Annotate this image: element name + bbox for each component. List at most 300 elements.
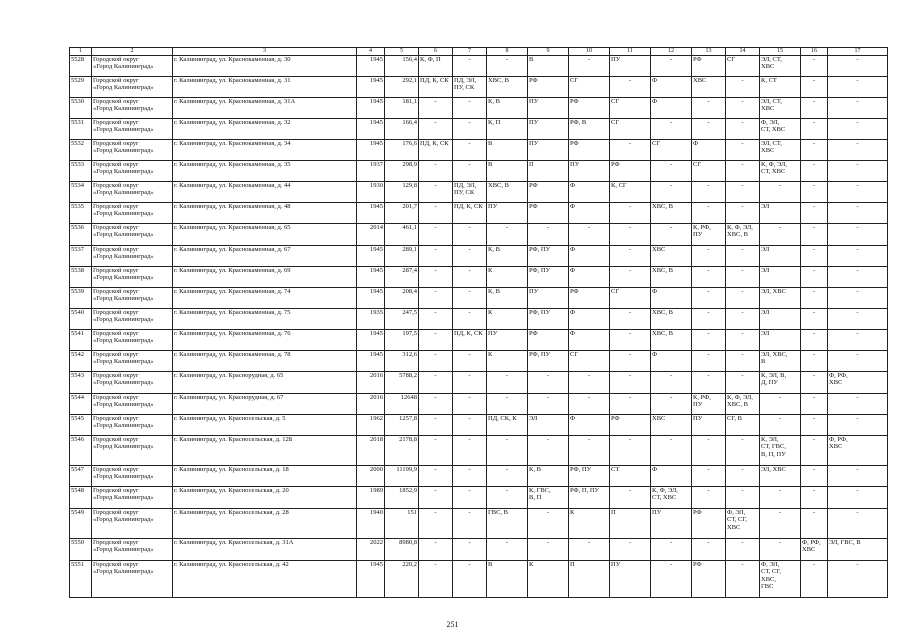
- table-cell: РФ, ПУ: [528, 351, 569, 372]
- table-cell: -: [801, 288, 828, 309]
- table-cell: СГ: [610, 288, 651, 309]
- table-cell: К, В: [487, 246, 528, 267]
- table-cell: -: [828, 561, 888, 598]
- table-cell: П: [569, 561, 610, 598]
- table-cell: -: [453, 224, 487, 246]
- table-cell: -: [487, 466, 528, 487]
- table-cell: Городской округ «Город Калининград»: [92, 224, 173, 246]
- table-row: [70, 224, 888, 246]
- table-cell: г. Калининград, ул. Краснокаменная, д. 74: [173, 288, 357, 309]
- table-cell: г. Калининград, ул. Краснокаменная, д. 31А: [173, 98, 357, 119]
- table-cell: -: [692, 351, 726, 372]
- table-cell: Городской округ «Город Калининград»: [92, 182, 173, 203]
- table-cell: -: [801, 415, 828, 436]
- table-cell: -: [453, 267, 487, 288]
- table-cell: 2014: [357, 224, 385, 246]
- table-cell: -: [760, 224, 801, 246]
- table-cell: -: [692, 309, 726, 330]
- table-cell: ПУ: [528, 140, 569, 161]
- table-cell: 151: [385, 509, 419, 539]
- table-cell: К, Ф, П: [419, 56, 453, 77]
- table-cell: -: [419, 246, 453, 267]
- table-cell: -: [651, 372, 692, 394]
- table-cell: Ф, ЭЛ, СТ, СГ, ХВС, ГВС: [760, 561, 801, 598]
- table-cell: СГ, В: [726, 415, 760, 436]
- table-cell: -: [801, 77, 828, 98]
- table-cell: -: [419, 351, 453, 372]
- table-cell: 1945: [357, 561, 385, 598]
- table-cell: -: [801, 309, 828, 330]
- table-cell: 5788,2: [385, 372, 419, 394]
- column-number-row: [70, 48, 888, 56]
- table-cell: 1930: [357, 182, 385, 203]
- table-cell: К, В: [487, 288, 528, 309]
- table-cell: 181,1: [385, 98, 419, 119]
- table-cell: ПД, ЭЛ, ПУ, СК: [453, 77, 487, 98]
- table-cell: РФ: [528, 182, 569, 203]
- table-cell: -: [453, 161, 487, 182]
- table-cell: 208,4: [385, 288, 419, 309]
- table-cell: К, Ф, ЭЛ, ХВС, В: [726, 394, 760, 415]
- table-cell: г. Калининград, ул. Краснокаменная, д. 69: [173, 267, 357, 288]
- table-cell: -: [692, 203, 726, 224]
- table-cell: -: [692, 246, 726, 267]
- table-cell: К, В: [487, 98, 528, 119]
- table-cell: -: [569, 56, 610, 77]
- table-cell: -: [692, 182, 726, 203]
- table-cell: СГ: [726, 56, 760, 77]
- table-cell: -: [801, 436, 828, 466]
- column-number: 6: [419, 48, 453, 56]
- table-cell: 1945: [357, 119, 385, 140]
- table-cell: ПД, К, СК: [453, 330, 487, 351]
- table-cell: -: [528, 436, 569, 466]
- table-cell: -: [801, 119, 828, 140]
- table-row: [70, 77, 888, 98]
- table-cell: -: [569, 436, 610, 466]
- table-cell: 220,2: [385, 561, 419, 598]
- table-cell: 5544: [70, 394, 92, 415]
- table-cell: Городской округ «Город Калининград»: [92, 140, 173, 161]
- table-cell: -: [828, 182, 888, 203]
- table-cell: -: [453, 372, 487, 394]
- table-cell: -: [487, 56, 528, 77]
- table-cell: 5548: [70, 487, 92, 509]
- table-cell: -: [726, 466, 760, 487]
- table-cell: ПУ: [487, 203, 528, 224]
- table-cell: -: [610, 372, 651, 394]
- table-cell: -: [528, 372, 569, 394]
- table-cell: Городской округ «Город Калининград»: [92, 487, 173, 509]
- table-cell: -: [453, 466, 487, 487]
- table-cell: -: [419, 288, 453, 309]
- table-cell: -: [726, 561, 760, 598]
- table-cell: -: [760, 415, 801, 436]
- column-number: 12: [651, 48, 692, 56]
- table-cell: г. Калининград, ул. Краснокаменная, д. 76: [173, 330, 357, 351]
- table-cell: г. Калининград, ул. Краснокаменная, д. 44: [173, 182, 357, 203]
- table-cell: К, СГ: [610, 182, 651, 203]
- table-cell: ЭЛ: [760, 330, 801, 351]
- table-cell: ЭЛ, ХВС: [760, 466, 801, 487]
- table-cell: -: [692, 487, 726, 509]
- table-cell: 5545: [70, 415, 92, 436]
- table-cell: Ф, РФ, ХВС: [828, 436, 888, 466]
- table-cell: -: [726, 140, 760, 161]
- table-cell: -: [419, 161, 453, 182]
- table-cell: -: [726, 436, 760, 466]
- table-cell: 1945: [357, 77, 385, 98]
- table-cell: 8980,8: [385, 539, 419, 561]
- table-cell: -: [760, 487, 801, 509]
- table-cell: Ф: [651, 351, 692, 372]
- table-cell: РФ: [610, 415, 651, 436]
- table-cell: К, РФ, ПУ: [692, 224, 726, 246]
- table-cell: ХВС: [651, 246, 692, 267]
- table-cell: Городской округ «Город Калининград»: [92, 267, 173, 288]
- column-number: 3: [173, 48, 357, 56]
- table-cell: К, РФ, ПУ: [692, 394, 726, 415]
- table-cell: РФ: [569, 98, 610, 119]
- table-cell: -: [419, 330, 453, 351]
- table-cell: -: [692, 539, 726, 561]
- table-cell: 5530: [70, 98, 92, 119]
- table-cell: -: [453, 140, 487, 161]
- table-row: [70, 436, 888, 466]
- table-cell: -: [828, 161, 888, 182]
- table-cell: К, Ф, ЭЛ, ХВС, В: [726, 224, 760, 246]
- housing-register-table: [69, 47, 888, 598]
- table-cell: г. Калининград, ул. Красносельская, д. 20: [173, 487, 357, 509]
- table-cell: -: [801, 561, 828, 598]
- table-cell: В: [487, 140, 528, 161]
- table-cell: г. Калининград, ул. Красносельская, д. 31А: [173, 539, 357, 561]
- table-cell: г. Калининград, ул. Краснокаменная, д. 31: [173, 77, 357, 98]
- table-cell: 1945: [357, 246, 385, 267]
- table-cell: ХВС, В: [487, 77, 528, 98]
- table-cell: -: [692, 288, 726, 309]
- table-cell: СГ: [569, 77, 610, 98]
- table-cell: 5531: [70, 119, 92, 140]
- table-cell: Городской округ «Город Калининград»: [92, 56, 173, 77]
- table-cell: -: [828, 224, 888, 246]
- table-cell: -: [610, 436, 651, 466]
- table-cell: г. Калининград, ул. Краснокаменная, д. 30: [173, 56, 357, 77]
- table-cell: П: [610, 509, 651, 539]
- table-cell: -: [801, 224, 828, 246]
- table-cell: РФ: [692, 509, 726, 539]
- table-cell: Городской округ «Город Калининград»: [92, 351, 173, 372]
- table-cell: ПУ: [569, 161, 610, 182]
- table-cell: -: [651, 436, 692, 466]
- table-cell: -: [419, 415, 453, 436]
- table-cell: 1945: [357, 288, 385, 309]
- table-cell: -: [453, 119, 487, 140]
- table-cell: Ф: [651, 77, 692, 98]
- table-cell: ЭЛ, СТ, ХВС: [760, 140, 801, 161]
- table-cell: -: [569, 394, 610, 415]
- column-number: 14: [726, 48, 760, 56]
- table-cell: -: [528, 394, 569, 415]
- table-cell: -: [726, 372, 760, 394]
- table-cell: г. Калининград, ул. Краснокаменная, д. 67: [173, 246, 357, 267]
- table-cell: 166,4: [385, 119, 419, 140]
- table-cell: ПД, ЭЛ, ПУ, СК: [453, 182, 487, 203]
- table-cell: Городской округ «Город Калининград»: [92, 509, 173, 539]
- table-cell: -: [487, 372, 528, 394]
- column-number: 17: [828, 48, 888, 56]
- table-row: [70, 288, 888, 309]
- table-row: [70, 487, 888, 509]
- table-cell: ЭЛ, СТ, ХВС: [760, 56, 801, 77]
- table-cell: -: [692, 119, 726, 140]
- table-cell: 1937: [357, 161, 385, 182]
- table-cell: К, ГВС, В, П: [528, 487, 569, 509]
- table-cell: В: [528, 56, 569, 77]
- table-cell: г. Калининград, ул. Краснорудная, д. 65: [173, 372, 357, 394]
- table-cell: 1945: [357, 56, 385, 77]
- table-cell: 292,1: [385, 77, 419, 98]
- table-cell: -: [419, 487, 453, 509]
- table-cell: -: [419, 394, 453, 415]
- table-cell: -: [760, 539, 801, 561]
- table-cell: ЭЛ: [760, 246, 801, 267]
- table-cell: 5537: [70, 246, 92, 267]
- table-row: [70, 330, 888, 351]
- table-cell: ЭЛ, ХВС, В: [760, 351, 801, 372]
- table-cell: 2016: [357, 394, 385, 415]
- table-row: [70, 466, 888, 487]
- table-cell: 5534: [70, 182, 92, 203]
- table-cell: 5539: [70, 288, 92, 309]
- table-cell: 5541: [70, 330, 92, 351]
- table-cell: -: [760, 394, 801, 415]
- table-cell: -: [487, 487, 528, 509]
- table-cell: РФ: [692, 561, 726, 598]
- column-number: 11: [610, 48, 651, 56]
- table-cell: г. Калининград, ул. Краснокаменная, д. 75: [173, 309, 357, 330]
- table-cell: ЭЛ: [760, 203, 801, 224]
- table-cell: -: [726, 267, 760, 288]
- table-cell: -: [828, 394, 888, 415]
- table-cell: 5536: [70, 224, 92, 246]
- table-cell: Ф: [569, 203, 610, 224]
- column-number: 8: [487, 48, 528, 56]
- table-cell: 197,5: [385, 330, 419, 351]
- table-cell: 1945: [357, 98, 385, 119]
- table-cell: ПУ: [692, 415, 726, 436]
- table-cell: -: [726, 203, 760, 224]
- table-cell: -: [726, 288, 760, 309]
- table-cell: К, СТ: [760, 77, 801, 98]
- table-cell: -: [801, 267, 828, 288]
- table-cell: ПУ: [487, 330, 528, 351]
- table-cell: 298,9: [385, 161, 419, 182]
- table-cell: -: [692, 436, 726, 466]
- table-cell: -: [801, 330, 828, 351]
- table-cell: РФ, ПУ: [528, 267, 569, 288]
- table-cell: ХВС: [692, 77, 726, 98]
- table-cell: -: [760, 182, 801, 203]
- table-cell: -: [528, 509, 569, 539]
- table-cell: ХВС, В: [487, 182, 528, 203]
- table-cell: Городской округ «Город Калининград»: [92, 203, 173, 224]
- page-number: 251: [446, 620, 459, 629]
- table-cell: Ф, ЭЛ, СТ, ХВС: [760, 119, 801, 140]
- table-cell: -: [692, 330, 726, 351]
- table-cell: Ф: [569, 309, 610, 330]
- table-cell: ХВС, В: [651, 203, 692, 224]
- table-cell: г. Калининград, ул. Красносельская, д. 12Б: [173, 436, 357, 466]
- table-cell: г. Калининград, ул. Краснокаменная, д. 35: [173, 161, 357, 182]
- table-cell: Городской округ «Город Калининград»: [92, 372, 173, 394]
- table-cell: 1945: [357, 267, 385, 288]
- table-cell: Городской округ «Город Калининград»: [92, 77, 173, 98]
- table-cell: -: [419, 224, 453, 246]
- table-cell: -: [801, 56, 828, 77]
- table-cell: 1935: [357, 309, 385, 330]
- table-cell: -: [692, 98, 726, 119]
- table-cell: -: [610, 351, 651, 372]
- table-cell: 1257,8: [385, 415, 419, 436]
- table-cell: РФ, ПУ: [528, 309, 569, 330]
- table-cell: Ф: [651, 98, 692, 119]
- table-cell: -: [419, 372, 453, 394]
- table-cell: ХВС, В: [651, 309, 692, 330]
- table-row: [70, 351, 888, 372]
- table-cell: ПУ: [528, 288, 569, 309]
- table-cell: ЭЛ: [528, 415, 569, 436]
- table-cell: К, ЭЛ, В, Д, ПУ: [760, 372, 801, 394]
- table-cell: -: [726, 119, 760, 140]
- table-cell: -: [726, 77, 760, 98]
- table-cell: ЭЛ: [760, 309, 801, 330]
- table-cell: ГВС, В: [487, 509, 528, 539]
- table-row: [70, 561, 888, 598]
- table-cell: 201,7: [385, 203, 419, 224]
- table-cell: 5543: [70, 372, 92, 394]
- table-cell: ПУ: [651, 509, 692, 539]
- table-cell: 5538: [70, 267, 92, 288]
- table-cell: -: [801, 487, 828, 509]
- table-cell: -: [419, 509, 453, 539]
- table-cell: Ф, ЭЛ, СТ, СГ, ХВС: [726, 509, 760, 539]
- table-cell: -: [651, 561, 692, 598]
- column-number: 2: [92, 48, 173, 56]
- table-cell: Городской округ «Город Калининград»: [92, 415, 173, 436]
- table-cell: 5546: [70, 436, 92, 466]
- table-cell: -: [726, 246, 760, 267]
- table-cell: -: [610, 224, 651, 246]
- table-cell: -: [651, 161, 692, 182]
- table-cell: К: [487, 267, 528, 288]
- table-cell: ХВС, В: [651, 267, 692, 288]
- table-cell: -: [801, 246, 828, 267]
- table-cell: Ф: [569, 415, 610, 436]
- table-cell: -: [651, 182, 692, 203]
- table-cell: В: [487, 161, 528, 182]
- table-cell: РФ: [528, 330, 569, 351]
- table-cell: 2178,8: [385, 436, 419, 466]
- table-cell: -: [828, 246, 888, 267]
- table-cell: г. Калининград, ул. Краснокаменная, д. 32: [173, 119, 357, 140]
- table-cell: -: [828, 56, 888, 77]
- table-cell: Ф: [569, 182, 610, 203]
- table-cell: -: [453, 394, 487, 415]
- table-cell: 5535: [70, 203, 92, 224]
- table-cell: -: [419, 98, 453, 119]
- table-cell: -: [801, 140, 828, 161]
- table-cell: 5529: [70, 77, 92, 98]
- table-cell: -: [528, 224, 569, 246]
- table-cell: -: [487, 394, 528, 415]
- table-cell: -: [610, 539, 651, 561]
- table-cell: Ф: [569, 246, 610, 267]
- table-cell: К: [569, 509, 610, 539]
- table-cell: -: [487, 539, 528, 561]
- table-cell: Ф: [651, 288, 692, 309]
- table-cell: -: [651, 224, 692, 246]
- table-cell: Ф: [651, 466, 692, 487]
- table-row: [70, 509, 888, 539]
- table-row: [70, 539, 888, 561]
- table-cell: -: [801, 466, 828, 487]
- table-cell: г. Калининград, ул. Краснокаменная, д. 48: [173, 203, 357, 224]
- table-cell: СТ: [610, 466, 651, 487]
- table-cell: Городской округ «Город Калининград»: [92, 288, 173, 309]
- table-cell: СГ: [692, 161, 726, 182]
- table-cell: 156,4: [385, 56, 419, 77]
- table-cell: -: [828, 288, 888, 309]
- table-cell: -: [453, 288, 487, 309]
- table-row: [70, 267, 888, 288]
- table-cell: К: [528, 561, 569, 598]
- table-cell: ЭЛ, ХВС: [760, 288, 801, 309]
- table-cell: РФ: [528, 77, 569, 98]
- table-cell: ХВС, В: [651, 330, 692, 351]
- table-cell: -: [828, 309, 888, 330]
- table-cell: РФ, ПУ: [569, 466, 610, 487]
- table-cell: СГ: [610, 119, 651, 140]
- table-cell: 1852,9: [385, 487, 419, 509]
- table-cell: -: [801, 394, 828, 415]
- table-cell: -: [760, 509, 801, 539]
- table-cell: -: [453, 56, 487, 77]
- table-cell: Городской округ «Город Калининград»: [92, 161, 173, 182]
- column-number: 10: [569, 48, 610, 56]
- table-cell: -: [801, 182, 828, 203]
- table-cell: РФ, В: [569, 119, 610, 140]
- table-row: [70, 415, 888, 436]
- table-cell: -: [801, 351, 828, 372]
- table-cell: 1945: [357, 203, 385, 224]
- table-cell: -: [828, 351, 888, 372]
- table-cell: -: [828, 509, 888, 539]
- table-cell: г. Калининград, ул. Краснорудная, д. 67: [173, 394, 357, 415]
- table-cell: -: [453, 509, 487, 539]
- table-cell: Городской округ «Город Калининград»: [92, 98, 173, 119]
- table-cell: -: [569, 224, 610, 246]
- table-cell: г. Калининград, ул. Красносельская, д. 42: [173, 561, 357, 598]
- table-cell: -: [610, 246, 651, 267]
- table-cell: -: [610, 487, 651, 509]
- table-cell: Ф: [692, 140, 726, 161]
- table-cell: -: [651, 119, 692, 140]
- table-cell: -: [569, 372, 610, 394]
- table-cell: Городской округ «Город Калининград»: [92, 394, 173, 415]
- table-cell: РФ, П, ПУ: [569, 487, 610, 509]
- table-row: [70, 203, 888, 224]
